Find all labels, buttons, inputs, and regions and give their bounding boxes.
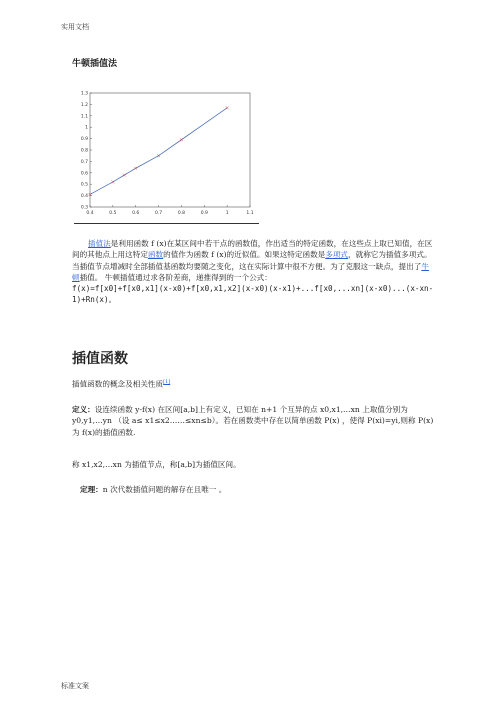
y-tick-label: 1.2 bbox=[80, 102, 88, 108]
chart-svg bbox=[76, 89, 254, 217]
intro-text: 插值函数的概念及相关性质 bbox=[72, 379, 164, 389]
link-polynomial[interactable]: 多项式 bbox=[325, 250, 349, 260]
intro-paragraph bbox=[72, 238, 434, 306]
theorem-label: 定理： bbox=[80, 485, 103, 494]
nodes-paragraph: 称 x1,x2,…xn 为插值节点，称[a,b]为插值区间。 bbox=[72, 460, 241, 469]
x-tick-label: 0.4 bbox=[86, 211, 94, 216]
y-tick-label: 0.9 bbox=[80, 137, 88, 143]
link-function[interactable]: 函数 bbox=[147, 250, 164, 260]
x-tick-label: 1 bbox=[225, 211, 229, 216]
intro-line bbox=[72, 377, 434, 390]
x-tick-label: 0.8 bbox=[177, 211, 186, 216]
text-run: 插值。 牛顿插值通过求各阶差商，递推得到的一个公式： bbox=[79, 272, 272, 282]
definition-label: 定义： bbox=[72, 405, 95, 414]
text-run: 是利用函数 f (x)在某区间中若干点的函数值，作出适当的特定函数，在这些点上取已知值，在区间的其他点上用这特定 bbox=[72, 239, 433, 260]
definition-paragraph bbox=[72, 404, 434, 438]
y-tick-label: 1 bbox=[85, 125, 88, 131]
x-tick-label: 0.7 bbox=[154, 211, 163, 216]
x-tick-label: 1.1 bbox=[246, 211, 254, 216]
page-footer: 标准文案 bbox=[61, 682, 89, 690]
theorem-paragraph bbox=[80, 484, 442, 495]
y-tick-label: 0.3 bbox=[80, 205, 88, 211]
y-tick-label: 0.8 bbox=[80, 148, 88, 154]
y-tick-label: 1.3 bbox=[80, 91, 88, 97]
figure-rule bbox=[74, 223, 259, 224]
page-header: 实用文档 bbox=[61, 23, 89, 31]
x-tick-label: 0.5 bbox=[109, 211, 117, 216]
reference-link[interactable]: [1] bbox=[163, 379, 171, 385]
y-tick-label: 0.5 bbox=[80, 182, 88, 188]
text-run: 的值作为函数 f (x)的近似值。如果这特定函数是 bbox=[163, 250, 326, 260]
plot-frame bbox=[90, 93, 250, 207]
interpolation-chart bbox=[76, 89, 254, 217]
y-tick-label: 1.1 bbox=[80, 114, 88, 120]
y-tick-label: 0.7 bbox=[80, 159, 88, 165]
theorem-text: n 次代数插值问题的解存在且唯一 。 bbox=[102, 485, 227, 494]
link-newton[interactable]: 牛顿 bbox=[72, 261, 429, 282]
newton-formula: f(x)=f[x0]+f[x0,x1](x-x0)+f[x0,x1,x2](x-x0)(x-x1)+...f[x0,...xn](x-x0)...(x-xn-1)+Rn(x)。 bbox=[72, 284, 434, 305]
y-tick-label: 0.6 bbox=[80, 171, 88, 177]
section-title: 插值函数 bbox=[72, 351, 128, 367]
x-tick-label: 0.6 bbox=[132, 211, 140, 216]
link-interpolation[interactable]: 插值法 bbox=[88, 239, 111, 248]
article-title: 牛顿插值法 bbox=[72, 59, 118, 69]
x-tick-label: 0.9 bbox=[200, 211, 208, 216]
y-tick-label: 0.4 bbox=[80, 194, 88, 200]
text-run: ，就称它为插值多项式。当插值节点增减时全部插值基函数均要随之变化，这在实际计算中很不方便。为了克服这一缺点，提出了 bbox=[72, 250, 432, 271]
definition-text: 设连续函数 y-f(x) 在区间[a,b]上有定义，已知在 n+1 个互异的点 x0,x1,…xn 上取值分别为 y0,y1,…yn （设 a≤ x1≤x2……≤xn≤b）。若在函数类中存在以简单函数 P(x) ，使得 P(xi)=yi,则称 P(x) 为 f(x)的插值函数. bbox=[72, 405, 434, 437]
